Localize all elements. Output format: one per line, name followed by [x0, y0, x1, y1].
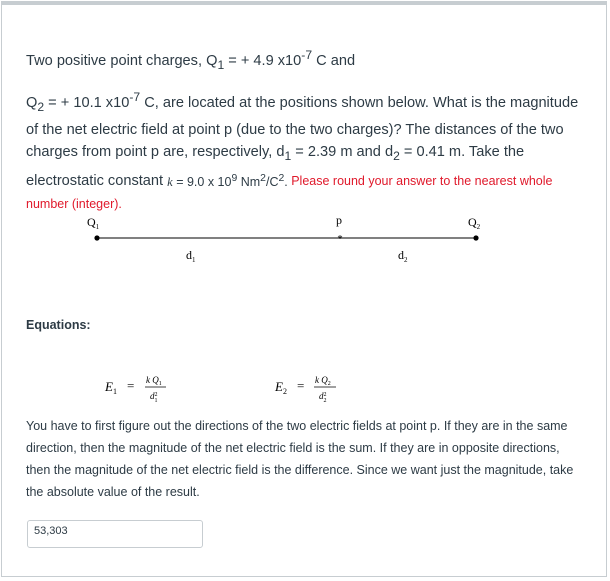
text-seg: Nm — [237, 174, 261, 189]
text-seg: = 2.39 m and d — [291, 144, 394, 161]
d1-label: $d_1$ — [186, 248, 196, 264]
text-seg: C and — [312, 52, 356, 69]
text-seg: Q — [26, 95, 38, 112]
text-seg: electrostatic constant — [26, 173, 168, 190]
e2-equals: = — [297, 378, 305, 393]
e2-denominator: $d^2$ 2 — [319, 391, 327, 404]
explanation-line: then the magnitude of the net electric field is the difference. Since we want just the magnitude, take — [26, 463, 574, 477]
answer-input[interactable]: 53,303 — [27, 520, 203, 548]
superscript: 9 — [231, 172, 238, 184]
text-seg: Two positive point charges, Q — [26, 52, 218, 69]
question-line-4 — [26, 141, 596, 167]
subscript: 1 — [284, 148, 292, 163]
superscript: 2 — [260, 172, 266, 184]
question-line-1 — [26, 44, 596, 76]
text-seg: C, are located at the positions shown below. What is the magnitude — [140, 95, 579, 112]
rounding-instruction: Please round your answer to the nearest whole — [291, 174, 553, 189]
text-seg: = + 10.1 x10 — [44, 95, 130, 112]
q2-point — [473, 235, 478, 240]
superscript: -7 — [129, 90, 141, 105]
equations-block — [0, 368, 610, 408]
text-seg: /C — [265, 174, 279, 189]
e1-equals: = — [127, 378, 135, 393]
subscript: 1 — [217, 57, 225, 72]
rounding-instruction-2: number (integer). — [26, 197, 122, 212]
text-seg: charges from point p are, respectively, d — [26, 144, 285, 161]
question-text — [26, 44, 596, 216]
explanation-text — [26, 415, 591, 503]
e2-lhs: $E_2$ — [275, 379, 287, 396]
e2-numerator: k $Q_2$ — [315, 375, 331, 387]
superscript: 2 — [278, 172, 285, 184]
subscript: 2 — [393, 148, 400, 163]
text-seg: = 0.41 m. Take the — [399, 144, 525, 161]
explanation-line: the absolute value of the result. — [26, 485, 200, 499]
charge-diagram — [0, 195, 610, 275]
text-seg: . — [284, 174, 292, 189]
explanation-line: direction, then the magnitude of the net electric field is the sum. If they are in opposite directions, — [26, 441, 560, 455]
question-line-3: of the net electric field at point p (due to the two charges)? The distances of the two — [26, 121, 564, 138]
question-line-5 — [26, 167, 596, 193]
text-seg: = 9.0 x 10 — [172, 174, 232, 189]
q2-label: $Q_2$ — [468, 215, 481, 231]
d2-label: $d_2$ — [398, 248, 408, 264]
e1-lhs: $E_1$ — [105, 379, 117, 396]
p-point-marker: * — [337, 233, 343, 245]
q1-point — [94, 235, 99, 240]
p-label: p — [336, 213, 342, 227]
q1-label: $Q_1$ — [87, 215, 100, 231]
question-line-2 — [26, 86, 596, 118]
subscript: 2 — [37, 100, 45, 115]
e1-denominator: $d^2$ 1 — [150, 391, 158, 404]
text-seg: = + 4.9 x10 — [224, 52, 302, 69]
equations-label: Equations: — [26, 318, 91, 332]
superscript: -7 — [301, 48, 313, 62]
constant-symbol: k — [167, 174, 173, 189]
explanation-line: You have to first figure out the directions of the two electric fields at point p. If they are in the same — [26, 419, 568, 433]
e1-numerator: k $Q_1$ — [146, 375, 162, 387]
